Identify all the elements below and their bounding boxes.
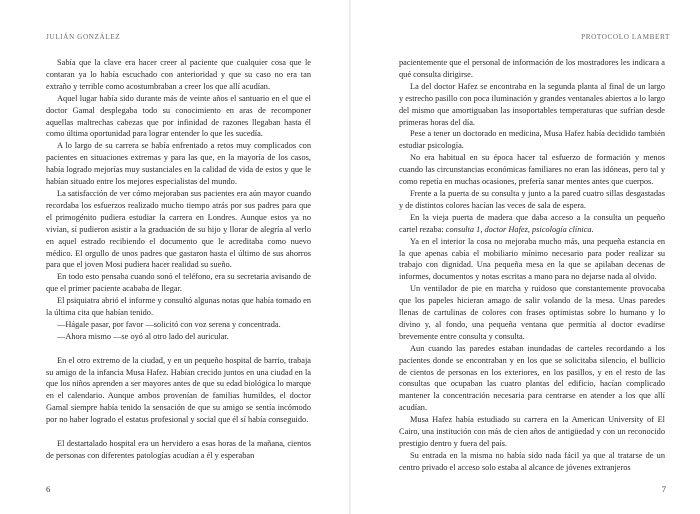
dialogue-line: —Hágale pasar, por favor —solicitó con voz serena y concentrada.: [57, 319, 281, 329]
running-header-title: PROTOCOLO LAMBERT: [581, 33, 670, 41]
paragraph: La satisfacción de ver cómo mejoraban sus pacientes era aún mayor cuando recordaba los esfuerzos realizado mucho tiempo atrás por sus padres para que el primogénito pudiera estudiar la carrera en Londres. Aunque estos ya no vivían, sí pudieron asistir a la graduación de su hijo y llorar de alegría al verlo en aquel estrado recibiendo el documento que le acreditaba como nuevo médico. El orgullo de unos padres que gastaron hasta el último de sus ahorros para que el joven Mosi pudiera hacer realidad su sueño.: [46, 188, 311, 270]
paragraph: pacientemente que el personal de información de los mostradores les indicara a qué consulta dirigirse.: [399, 58, 665, 79]
right-page: [351, 0, 700, 514]
page-number: 6: [46, 484, 51, 494]
right-page-body: [399, 57, 665, 474]
sign-text: consulta 1, doctor Hafez, psicología clínica.: [445, 224, 594, 234]
paragraph: En todo esto pensaba cuando sonó el teléfono, era su secretaria avisando de que el primer paciente acababa de llegar.: [46, 272, 311, 294]
paragraph: [399, 212, 665, 236]
paragraph: Frente a la puerta de su consulta y junto a la pared cuatro sillas desgastadas y de distintos colores hacían las veces de sala de espera.: [399, 188, 665, 210]
paragraph: Aun cuando las paredes estaban inundadas de carteles recordando a los pacientes donde se encontraban y en los que se solicitaba silencio, el bullicio de cientos de personas en los exteriores, en los pasillos, y en el resto de las consultas que ocupaban las cuatro plantas del edificio, hacían complicado mantener la concentración necesaria para centrarse en atender a los que allí acudían.: [399, 343, 665, 413]
left-page: [0, 0, 349, 514]
paragraph: Su entrada en la misma no había sido nada fácil ya que al tratarse de un centro privado el acceso solo estaba al alcance de jóvenes extranjeros: [399, 450, 665, 472]
paragraph: Un ventilador de pie en marcha y ruidoso que constantemente provocaba que los papeles hicieran amago de salir volando de la mesa. Unas paredes llenas de cartulinas de colores con frases optimistas sobre lo humano y lo divino y, al fondo, una pequeña ventana que permitía al doctor evadirse brevemente entre consulta y consulta.: [399, 284, 665, 341]
paragraph: Ya en el interior la cosa no mejoraba mucho más, una pequeña estancia en la que apenas cabía el mobiliario mínimo necesario para poder realizar su trabajo con dignidad. Una pequeña mesa en la que se apilaban decenas de informes, documentos y notas escritas a mano para no dejarse nada al olvido.: [399, 236, 665, 282]
running-header-author: JULIÁN GONZÁLEZ: [46, 33, 121, 41]
paragraph: En el otro extremo de la ciudad, y en un pequeño hospital de barrio, trabaja su amigo de la infancia Musa Hafez. Habían crecido juntos en una ciudad en la que los niños aprenden a ser mayores antes de que su edad biológica lo marque en el calendario. Aunque ambos provenían de familias humildes, el doctor Gamal siempre había tenido la sensación de que su amigo se sentía incómodo por no haber logrado el estatus profesional y social que él sí había conseguido.: [46, 355, 311, 425]
paragraph: La del doctor Hafez se encontraba en la segunda planta al final de un largo y estrecho pasillo con poca iluminación y grandes ventanales abiertos a lo largo del mismo que amortiguaban las insoportables temperaturas que sufrían desde primeras horas del día.: [399, 81, 665, 127]
dialogue-line: —Ahora mismo —se oyó al otro lado del auricular.: [57, 331, 229, 341]
paragraph: Aquel lugar había sido durante más de veinte años el santuario en el que el doctor Gamal desplegaba todo su conocimiento en aras de recomponer aquellas maltrechas cabezas que por infinidad de razones llegaban hasta él como última oportunidad para lograr entender lo que les sucedía.: [46, 93, 311, 139]
left-page-body: [46, 57, 311, 462]
sign-text-intro: En la vieja puerta de madera que daba acceso a la consulta un pequeño cartel rezaba:: [399, 212, 665, 234]
paragraph: El destartalado hospital era un hervidero a esas horas de la mañana, cientos de personas con diferentes patologías acudían a él y esperaban: [46, 438, 311, 460]
paragraph: A lo largo de su carrera se había enfrentado a retos muy complicados con pacientes en situaciones extremas y para las que, en la mayoría de los casos, había logrado mejorías muy sustanciales en la calidad de vida de estos y que le habían situado entre los mejores especialistas del mundo.: [46, 141, 311, 187]
paragraph: Musa Hafez había estudiado su carrera en la American University of El Cairo, una institución con más de cien años de antigüedad y con un reconocido prestigio dentro y fuera del país.: [399, 415, 665, 448]
paragraph: Pese a tener un doctorado en medicina, Musa Hafez había decidido también estudiar psicología.: [399, 129, 665, 151]
page-number: 7: [661, 484, 666, 494]
paragraph: No era habitual en su época hacer tal esfuerzo de formación y menos cuando las circunstancias económicas familiares no eran las idóneas, pero tal y como repetía en muchas ocasiones, prefería sanar mentes antes que cuerpos.: [399, 153, 665, 187]
paragraph: Sabía que la clave era hacer creer al paciente que cualquier cosa que le contaran ya lo había escuchado con anterioridad y que su caso no era tan extraño y terrible como acostumbraban a creer los que allí acudían.: [46, 58, 311, 91]
paragraph: El psiquiatra abrió el informe y consultó algunas notas que había tomado en la última cita que habían tenido.: [46, 296, 311, 318]
